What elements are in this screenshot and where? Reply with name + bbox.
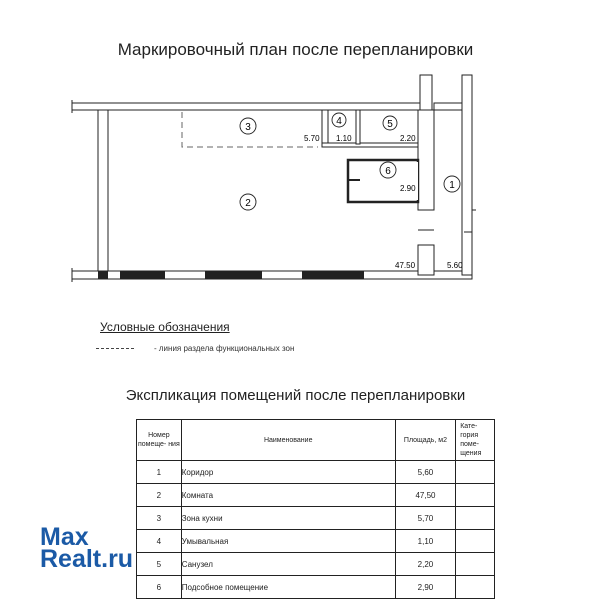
cell-category [456, 461, 495, 484]
room-num: 2 [245, 198, 251, 209]
room-num: 4 [336, 116, 342, 127]
room-num: 1 [449, 180, 455, 191]
storage-fill [350, 162, 418, 200]
wall-right [462, 75, 472, 275]
header-category: Кате- гория поме- щения [456, 420, 495, 461]
plan-title: Маркировочный план после перепланировки [117, 40, 474, 59]
cell-area: 2,90 [395, 576, 456, 599]
room-num: 5 [387, 119, 393, 130]
cell-name: Санузел [181, 553, 395, 576]
legend-text: - линия раздела функциональных зон [154, 344, 295, 353]
wall-left [98, 110, 108, 278]
header-name: Наименование [181, 420, 395, 461]
area-label: 2.20 [400, 134, 416, 143]
cell-area: 2,20 [395, 553, 456, 576]
cell-name: Зона кухни [181, 507, 395, 530]
wall-bath-left [322, 110, 328, 144]
room-num: 6 [385, 166, 391, 177]
cell-name: Умывальная [181, 530, 395, 553]
cell-category [456, 576, 495, 599]
cell-area: 5,70 [395, 507, 456, 530]
cell-category [456, 530, 495, 553]
cell-num: 1 [137, 461, 182, 484]
cell-category [456, 507, 495, 530]
area-label: 5.60 [447, 261, 463, 270]
cell-area: 47,50 [395, 484, 456, 507]
cell-name: Подсобное помещение [181, 576, 395, 599]
cell-area: 1,10 [395, 530, 456, 553]
watermark-logo[interactable] [40, 523, 134, 573]
legend-heading: Условные обозначения [100, 320, 230, 334]
table-row [137, 461, 495, 484]
table-row [137, 507, 495, 530]
watermark-line2: Realt.ru [40, 545, 134, 573]
area-label: 1.10 [336, 134, 352, 143]
wall-center [418, 110, 434, 210]
watermark-line1: Max [40, 523, 89, 551]
cell-name: Коридор [181, 461, 395, 484]
area-label: 5.70 [304, 134, 320, 143]
cell-num: 3 [137, 507, 182, 530]
wall-top [72, 103, 432, 110]
table-row [137, 484, 495, 507]
room-num: 3 [245, 122, 251, 133]
cell-area: 5,60 [395, 461, 456, 484]
area-label: 2.90 [400, 184, 416, 193]
table-row [137, 576, 495, 599]
cell-num: 6 [137, 576, 182, 599]
cell-num: 4 [137, 530, 182, 553]
cell-category [456, 484, 495, 507]
table-header-row [137, 420, 495, 461]
legend-dash-icon [96, 348, 134, 350]
explication-table [136, 419, 495, 599]
wall-center-lower [418, 245, 434, 275]
cell-name: Комната [181, 484, 395, 507]
table-row [137, 553, 495, 576]
table-row [137, 530, 495, 553]
wall-bottom-seg [120, 271, 165, 279]
header-num: Номер помеще- ния [137, 420, 182, 461]
explication-title: Экспликация помещений после перепланировки [125, 387, 466, 404]
wall-bottom-seg [98, 271, 108, 279]
wall-top-right [434, 103, 462, 110]
wall-bottom-seg [205, 271, 262, 279]
cell-num: 5 [137, 553, 182, 576]
wall-bath-mid [356, 110, 360, 144]
header-area: Площадь, м2 [395, 420, 456, 461]
wall-bottom-seg [302, 271, 364, 279]
wall-bath-bottom [322, 143, 418, 147]
area-label: 47.50 [395, 261, 416, 270]
cell-category [456, 553, 495, 576]
wall-column-top [420, 75, 432, 110]
cell-num: 2 [137, 484, 182, 507]
